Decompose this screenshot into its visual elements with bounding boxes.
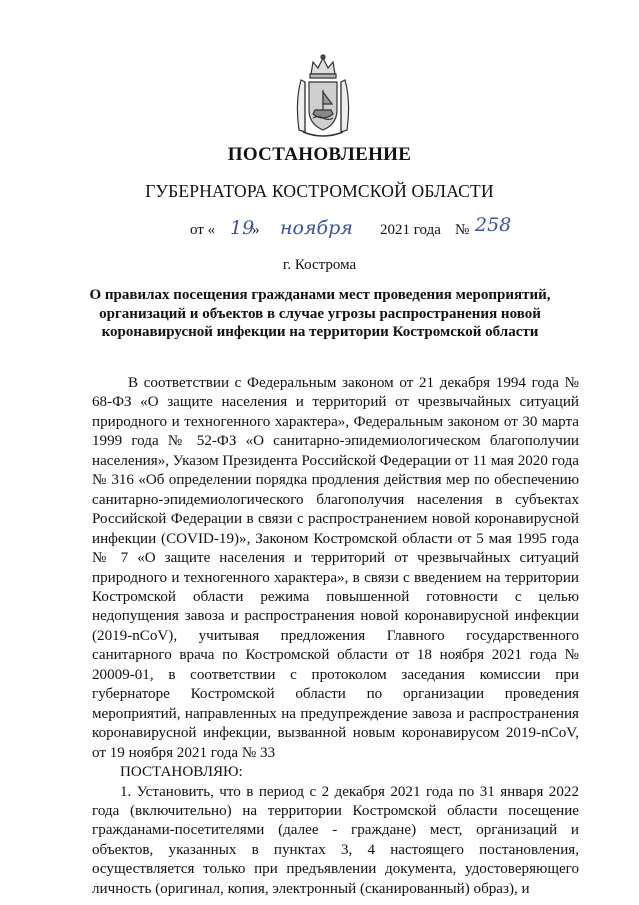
coat-of-arms-icon bbox=[291, 52, 355, 142]
city-line: г. Кострома bbox=[282, 257, 357, 273]
date-day-handwritten: 19 bbox=[230, 217, 255, 239]
document-number-handwritten: 258 bbox=[475, 214, 512, 236]
date-year: 2021 года bbox=[380, 222, 441, 238]
preamble-paragraph: В соответствии с Федеральным законом от 21 декабря 1994 года № 68-ФЗ «О защите населения и территорий от чрезвычайных ситуаций природного и техногенного характера», Федеральным законом от 30 марта 1999 года № 52-ФЗ «О санитарно-эпидемиологическом благополучии населения», Указом Президента Российской Федерации от 11 мая 2020 года № 316 «Об определении порядка продления действия мер по обеспечению санитарно-эпидемиологического благополучия населения в субъектах Российской Федерации в связи с распространением новой коронавирусной инфекции (COVID-19)», Законом Костромской области от 5 мая 1995 года № 7 «О защите населения и территорий от чрезвычайных ситуаций природного и техногенного характера», в связи с введением на территории Костромской области режима повышенной готовности с целью недопущения завоза и распространения новой коронавирусной инфекции (2019-nCoV), учитывая предложения Главного государственного санитарного врача по Костромской области от 18 ноября 2021 года № 20009-01, в соответствии с протоколом заседания комиссии при губернаторе Костромской области по организации проведения мероприятий, направленных на предупреждение завоза и распространения коронавирусной инфекции, вызванной новым коронавирусом 2019-nCoV, от 19 ноября 2021 года № 33 bbox=[92, 375, 579, 761]
number-sign: № bbox=[455, 222, 470, 238]
date-month-handwritten: ноября bbox=[280, 217, 353, 239]
page-title: ПОСТАНОВЛЕНИЕ bbox=[227, 144, 412, 165]
document-heading: О правилах посещения гражданами мест проведения мероприятий, организаций и объектов в случае угрозы распространения новой коронавирусной инфекции на территории Костромской области bbox=[89, 287, 551, 340]
date-prefix: от « bbox=[190, 222, 216, 238]
date-quote-close: » bbox=[252, 222, 260, 238]
item-1-paragraph: 1. Установить, что в период с 2 декабря 2021 года по 31 января 2022 года (включительно) на территории Костромской области посещение гражданами-посетителями (далее - граждане) мест, организаций и объектов, указанных в пунктах 3, 4 настоящего постановления, осуществляется только при предъявлении документа, удостоверяющего личность (оригинал, копия, электронный (сканированный) образ), и bbox=[92, 783, 579, 897]
resolve-paragraph: ПОСТАНОВЛЯЮ: bbox=[120, 764, 243, 781]
date-line bbox=[190, 214, 520, 244]
document-body bbox=[92, 374, 579, 899]
issuer-subtitle: ГУБЕРНАТОРА КОСТРОМСКОЙ ОБЛАСТИ bbox=[145, 181, 494, 201]
